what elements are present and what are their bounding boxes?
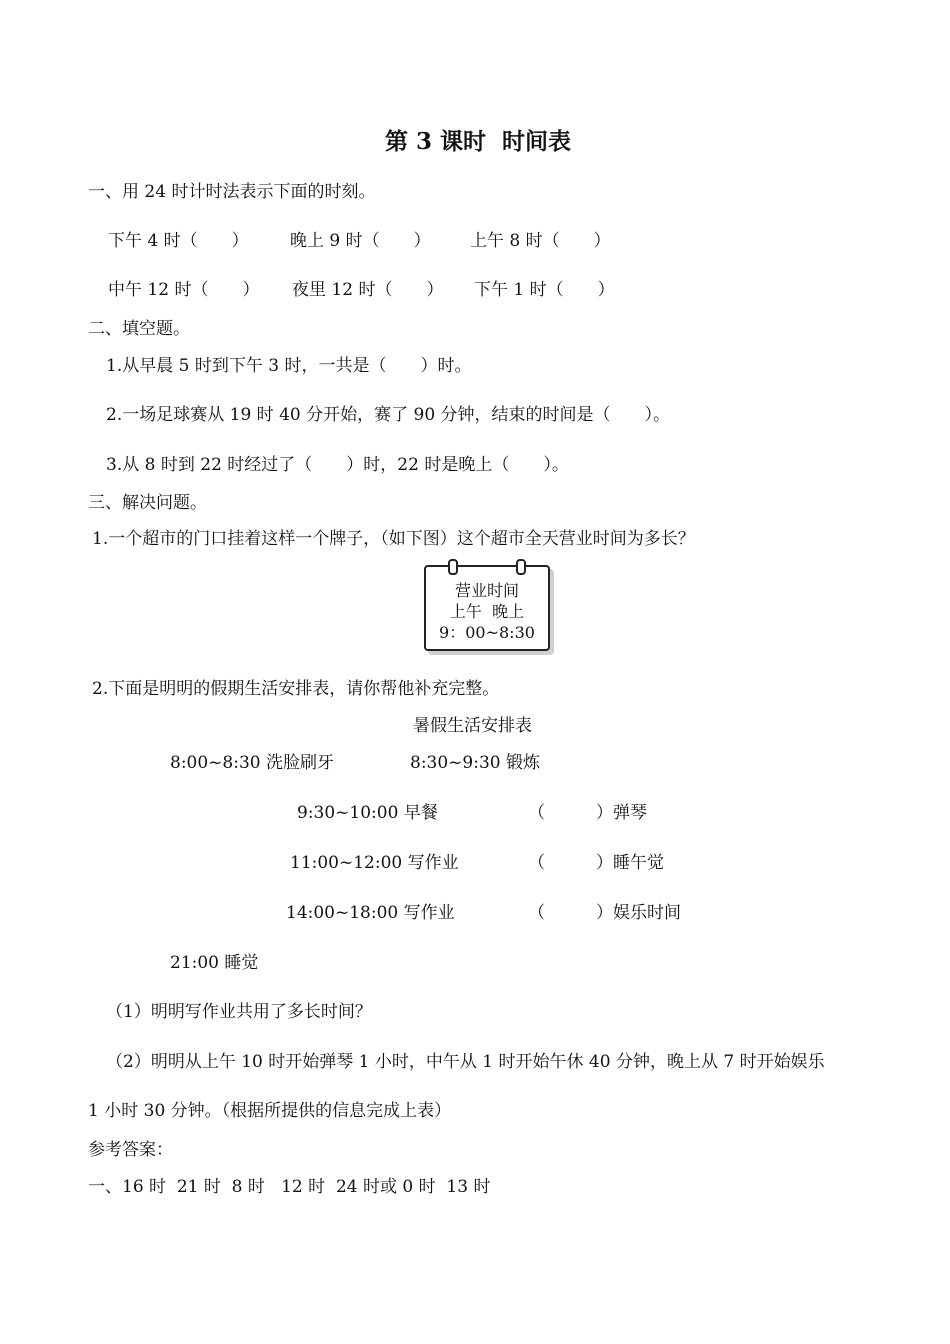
schedule-r4a: 14:00~18:00 写作业 — [286, 903, 455, 923]
schedule-r5: 21:00 睡觉 — [170, 953, 259, 973]
schedule-r3b: （ ）睡午觉 — [528, 853, 664, 873]
s3-subquestion-1: （1）明明写作业共用了多长时间？ — [106, 1002, 372, 1022]
schedule-r3a: 11:00~12:00 写作业 — [290, 853, 459, 873]
sign-hook-right — [516, 559, 526, 575]
s1-item-2: 晚上 9 时（ ） — [290, 231, 431, 251]
sign-hook-left — [448, 559, 458, 575]
business-hours-sign — [424, 565, 550, 651]
sign-line-3: 9：00~8:30 — [439, 623, 535, 642]
s1-item-6: 下午 1 时（ ） — [474, 280, 615, 300]
sign-line-1: 营业时间 — [454, 581, 519, 600]
answers-line-1: 一、16 时 21 时 8 时 12 时 24 时或 0 时 13 时 — [88, 1177, 491, 1197]
schedule-r1b: 8:30~9:30 锻炼 — [410, 753, 540, 773]
schedule-r4b: （ ）娱乐时间 — [528, 903, 681, 923]
s3-question-2: 2.下面是明明的假期生活安排表，请你帮他补充完整。 — [92, 679, 500, 699]
section3-heading: 三、解决问题。 — [88, 493, 207, 513]
schedule-r2b: （ ）弹琴 — [528, 803, 647, 823]
s1-item-5: 夜里 12 时（ ） — [292, 280, 444, 300]
s2-question-3: 3.从 8 时到 22 时经过了（ ）时，22 时是晚上（ ）。 — [106, 455, 569, 475]
s1-item-4: 中午 12 时（ ） — [108, 280, 260, 300]
schedule-title: 暑假生活安排表 — [413, 716, 532, 736]
sign-line-2: 上午 晚上 — [449, 602, 525, 621]
s2-question-1: 1.从早晨 5 时到下午 3 时，一共是（ ）时。 — [106, 356, 472, 376]
s1-item-1: 下午 4 时（ ） — [108, 231, 249, 251]
s3-subquestion-2-line1: （2）明明从上午 10 时开始弹琴 1 小时，中午从 1 时开始午休 40 分钟，晚上从 7 时开始娱乐 — [106, 1052, 825, 1072]
s1-item-3: 上午 8 时（ ） — [470, 231, 611, 251]
answers-heading: 参考答案： — [88, 1140, 173, 1160]
page-title: 第 3 课时 时间表 — [385, 128, 572, 155]
s3-subquestion-2-line2: 1 小时 30 分钟。（根据所提供的信息完成上表） — [88, 1101, 452, 1121]
s3-question-1: 1.一个超市的门口挂着这样一个牌子，（如下图）这个超市全天营业时间为多长？ — [92, 529, 695, 549]
section2-heading: 二、填空题。 — [88, 319, 190, 339]
section1-heading: 一、用 24 时计时法表示下面的时刻。 — [88, 182, 376, 202]
s2-question-2: 2.一场足球赛从 19 时 40 分开始，赛了 90 分钟，结束的时间是（ ）。 — [106, 405, 671, 425]
schedule-r2a: 9:30~10:00 早餐 — [297, 803, 438, 823]
schedule-r1a: 8:00~8:30 洗脸刷牙 — [170, 753, 334, 773]
